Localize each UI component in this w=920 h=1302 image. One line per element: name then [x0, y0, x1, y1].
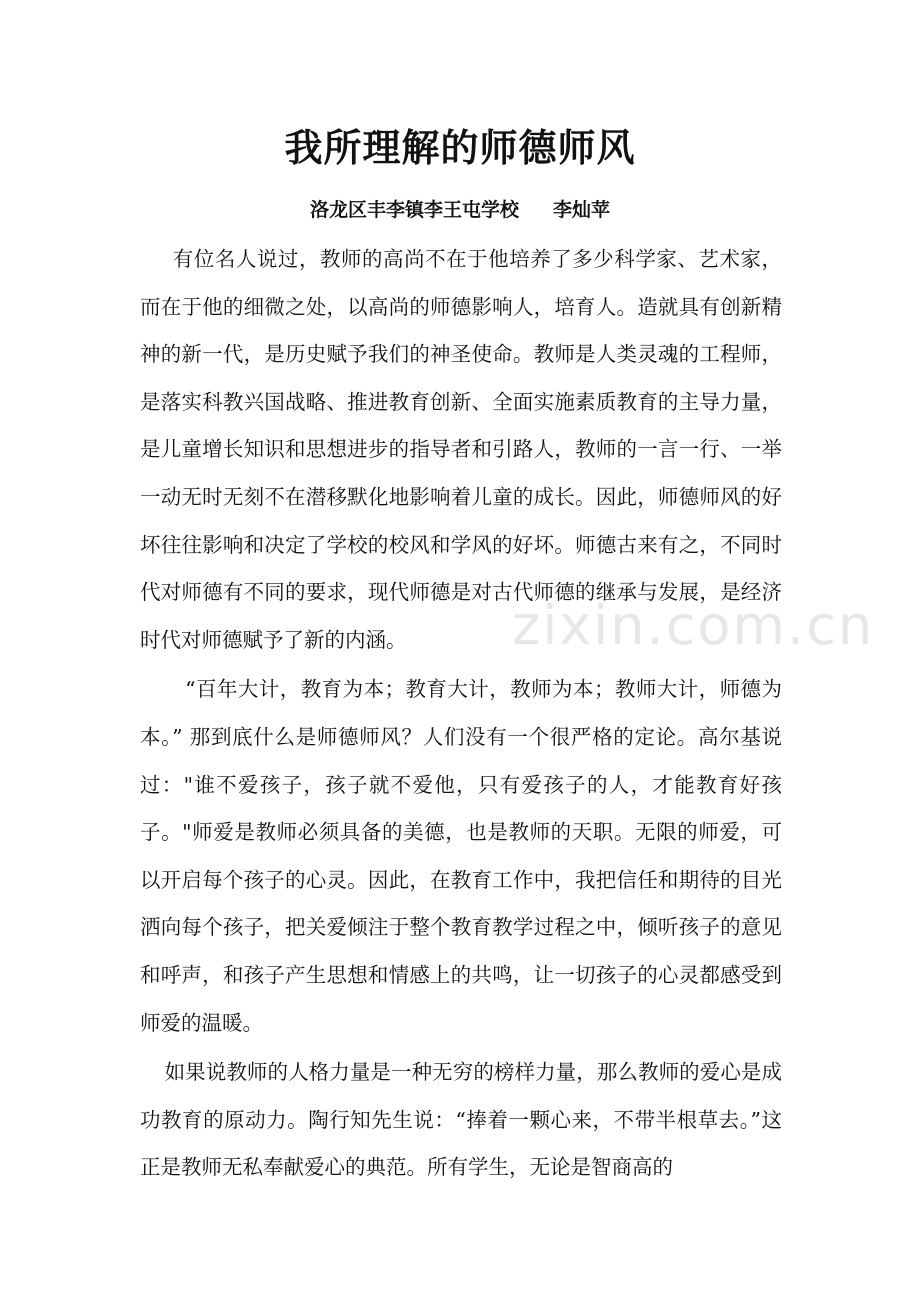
- body-paragraph-2: “百年大计，教育为本；教育大计，教师为本；教师大计，师德为本。” 那到底什么是师德师风？人们没有一个很严格的定论。高尔基说过："谁不爱孩子，孩子就不爱他，只有爱孩子的人，才能教育好孩子。"师爱是教师必须具备的美德，也是教师的天职。无限的师爱，可以开启每个孩子的心灵。因此，在教育工作中，我把信任和期待的目光洒向每个孩子，把关爱倾注于整个教育教学过程之中，倾听孩子的意见和呼声，和孩子产生思想和情感上的共鸣，让一切孩子的心灵都感受到师爱的温暖。: [140, 677, 782, 1035]
- document-author-line: [0, 190, 920, 230]
- document-title: 我所理解的师德师风: [284, 126, 636, 170]
- watermark-text: zixin.com.cn: [512, 594, 875, 657]
- body-paragraph-3: 如果说教师的人格力量是一种无穷的榜样力量，那么教师的爱心是成功教育的原动力。陶行知先生说：“捧着一颗心来，不带半根草去。”这正是教师无私奉献爱心的典范。所有学生，无论是智商高的: [140, 1060, 782, 1180]
- document-body: [140, 236, 782, 1192]
- author-name: 李灿苹: [553, 199, 611, 221]
- author-school: 洛龙区丰李镇李王屯学校: [309, 199, 519, 221]
- body-paragraph-1: 有位名人说过，教师的高尚不在于他培养了多少科学家、艺术家，而在于他的细微之处，以高尚的师德影响人，培育人。造就具有创新精神的新一代，是历史赋予我们的神圣使命。教师是人类灵魂的工程师，是落实科教兴国战略、推进教育创新、全面实施素质教育的主导力量，是儿童增长知识和思想进步的指导者和引路人，教师的一言一行、一举一动无时无刻不在潜移默化地影响着儿童的成长。因此，师德师风的好坏往往影响和决定了学校的校风和学风的好坏。师德古来有之，不同时代对师德有不同的要求，现代师德是对古代师德的继承与发展，是经济时代对师德赋予了新的内涵。: [140, 247, 782, 652]
